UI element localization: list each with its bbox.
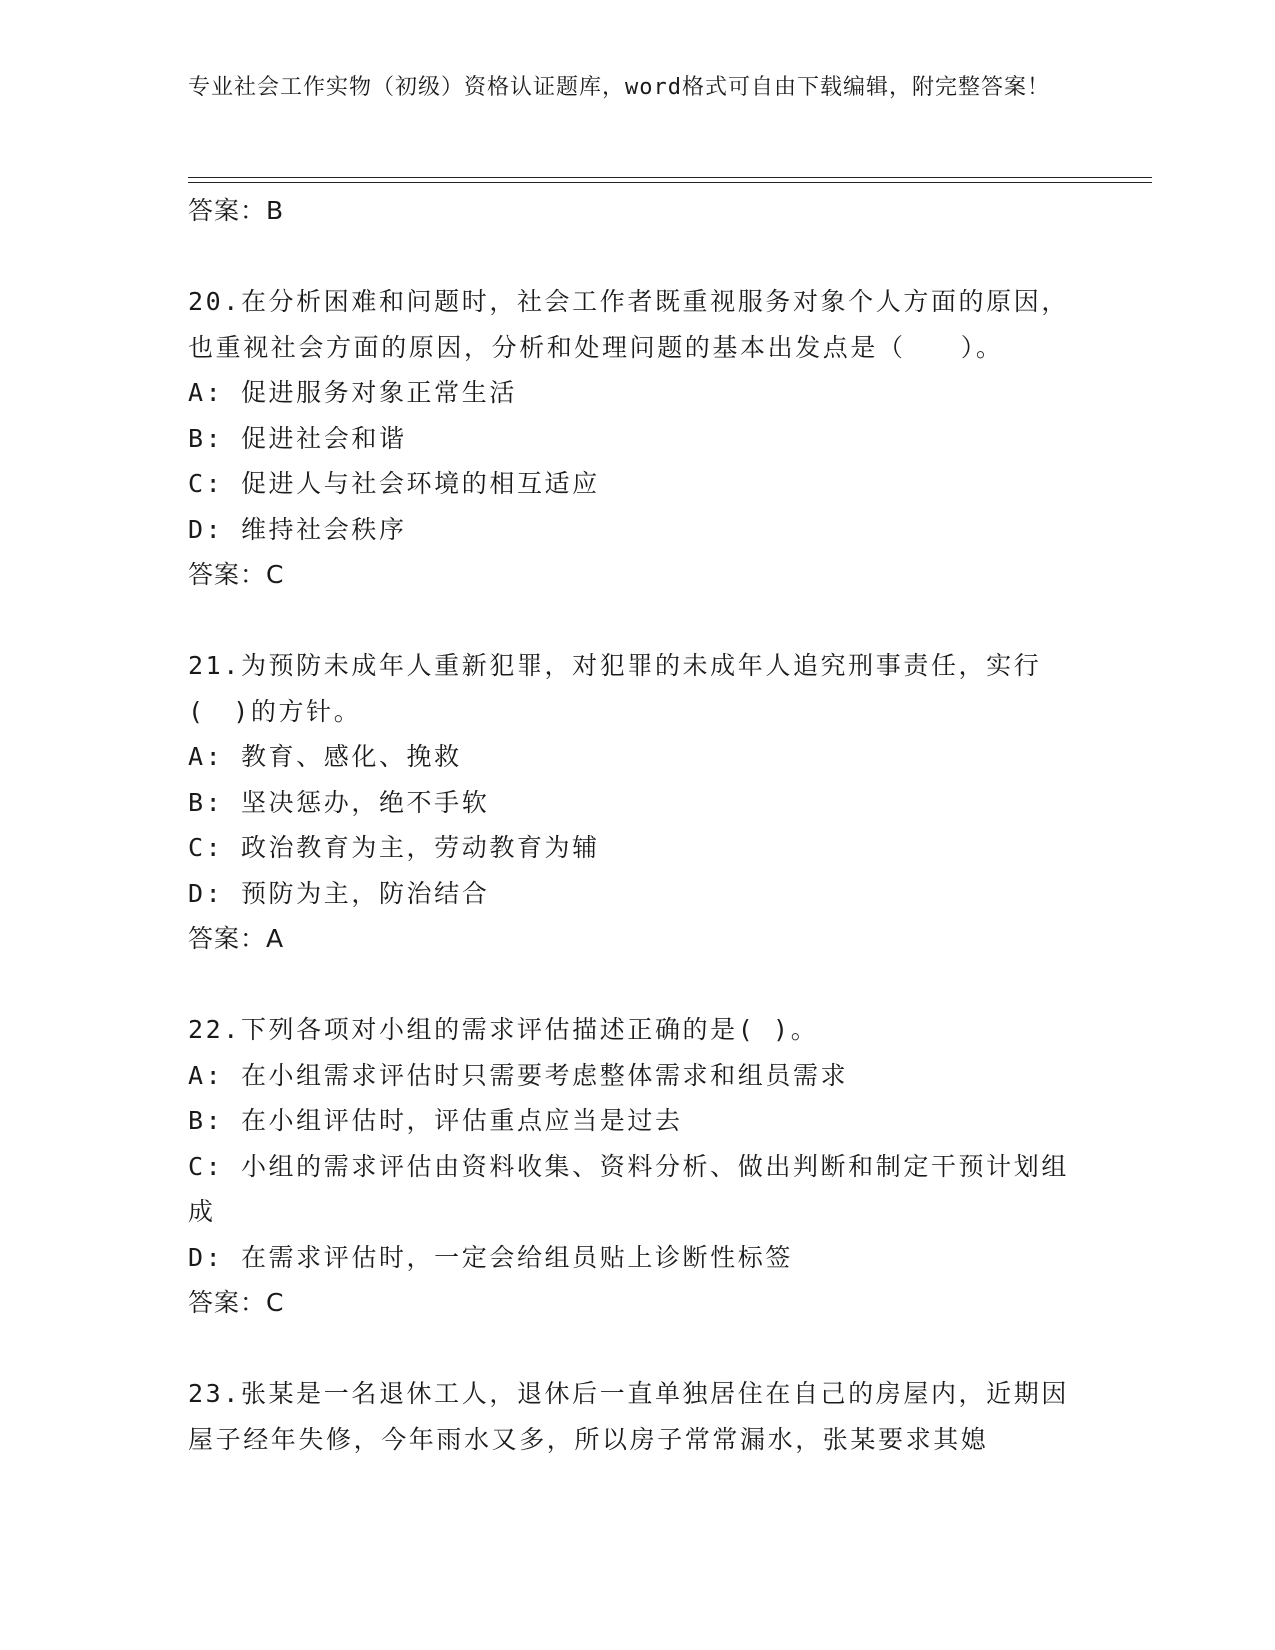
option-c: C: 小组的需求评估由资料收集、资料分析、做出判断和制定干预计划组成 [188, 1151, 1069, 1226]
question-stem: 20.在分析困难和问题时，社会工作者既重视服务对象个人方面的原因，也重视社会方面的原因，分析和处理问题的基本出发点是（ ）。 [188, 287, 1069, 362]
option-a: A: 教育、感化、挽救 [188, 742, 462, 771]
option-c: C: 促进人与社会环境的相互适应 [188, 469, 600, 498]
document-header [188, 72, 1148, 104]
option-a: A: 在小组需求评估时只需要考虑整体需求和组员需求 [188, 1060, 849, 1090]
option-b: B: 在小组评估时，评估重点应当是过去 [188, 1106, 683, 1135]
spacer [188, 961, 1088, 1007]
option-b: B: 坚决惩办，绝不手软 [188, 787, 490, 817]
answer-21: 答案：A [188, 924, 285, 953]
question-20 [188, 279, 1088, 597]
question-stem: 21.为预防未成年人重新犯罪，对犯罪的未成年人追究刑事责任，实行( )的方针。 [188, 651, 1042, 726]
question-23 [188, 1371, 1088, 1462]
option-d: D: 在需求评估时，一定会给组员贴上诊断性标签 [188, 1242, 793, 1272]
option-d: D: 预防为主，防治结合 [188, 878, 490, 908]
question-stem: 23.张某是一名退休工人，退休后一直单独居住在自己的房屋内，近期因屋子经年失修，今年雨水又多，所以房子常常漏水，张某要求其媳 [188, 1379, 1069, 1454]
spacer [188, 597, 1088, 643]
spacer [188, 1325, 1088, 1371]
option-b: B: 促进社会和谐 [188, 423, 407, 453]
option-d: D: 维持社会秩序 [188, 514, 407, 544]
answer-22: 答案：C [188, 1288, 285, 1317]
header-text: 专业社会工作实物（初级）资格认证题库，word格式可自由下载编辑，附完整答案！ [188, 75, 1050, 100]
answer-20: 答案：C [188, 560, 285, 589]
question-21 [188, 643, 1088, 961]
option-a: A: 促进服务对象正常生活 [188, 378, 517, 407]
question-22 [188, 1007, 1088, 1325]
answer-19: 答案：B [188, 196, 285, 225]
spacer [188, 233, 1088, 279]
question-stem: 22.下列各项对小组的需求评估描述正确的是( )。 [188, 1015, 819, 1044]
header-divider [188, 177, 1152, 183]
option-c: C: 政治教育为主，劳动教育为辅 [188, 833, 600, 862]
question-list [188, 188, 1088, 1462]
